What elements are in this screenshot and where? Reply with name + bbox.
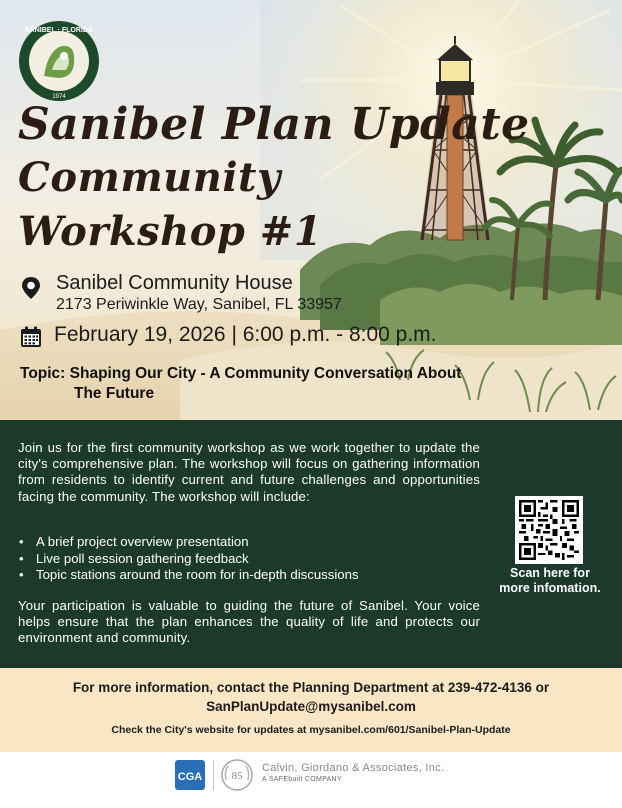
badge-text: 85 xyxy=(231,770,243,782)
agenda-item-1: A brief project overview presentation xyxy=(36,534,249,549)
85-years-badge-icon xyxy=(220,758,254,792)
page-title xyxy=(18,98,530,260)
agenda-item-3: Topic stations around the room for in-depth discussions xyxy=(36,567,359,582)
list-item: • Topic stations around the room for in-depth discussions xyxy=(19,567,359,582)
title-line-1: Sanibel Plan Update xyxy=(18,99,530,150)
event-date-time: February 19, 2026 | 6:00 p.m. - 8:00 p.m. xyxy=(54,323,437,346)
calendar-icon xyxy=(20,326,42,348)
contact-line-1: For more information, contact the Planning Department at 239-472-4136 or xyxy=(72,680,550,695)
cga-company-logo xyxy=(175,760,205,790)
topic-line-1: Topic: Shaping Our City - A Community Conversation About xyxy=(20,365,462,382)
intro-paragraph: Join us for the first community workshop as we work together to update the city's comprehensive plan. The workshop will focus on gathering information from residents to identify current and future challenges and opportunities facing the community. The workshop will include: xyxy=(18,440,480,504)
agenda-item-2: Live poll session gathering feedback xyxy=(36,550,249,566)
contact-info xyxy=(0,678,622,716)
details-section xyxy=(0,420,622,668)
outro-paragraph: Your participation is valuable to guiding the future of Sanibel. Your voice helps ensure that the plan enhances the quality of life and protects our environment and community. xyxy=(18,598,480,646)
seal-text-right: FLORIDA xyxy=(61,27,93,34)
website-note[interactable]: Check the City's website for updates at mysanibel.com/601/Sanibel-Plan-Update xyxy=(111,724,511,736)
location-address: 2173 Periwinkle Way, Sanibel, FL 33957 xyxy=(56,296,342,313)
workshop-agenda-list xyxy=(18,534,488,584)
contact-email-link[interactable]: SanPlanUpdate@mysanibel.com xyxy=(206,699,416,714)
title-line-2: Community xyxy=(18,154,281,201)
seal-year: 1974 xyxy=(52,94,66,100)
title-line-3: Workshop #1 xyxy=(18,208,323,255)
qr-caption-line-2: more infomation. xyxy=(499,581,601,595)
qr-caption xyxy=(490,566,610,596)
seal-text-left: SANIBEL xyxy=(25,27,56,34)
qr-code[interactable] xyxy=(515,496,583,564)
footer xyxy=(0,752,622,808)
footer-divider xyxy=(213,760,214,790)
topic-line-2: The Future xyxy=(74,385,155,402)
company-name: Calvin, Giordano & Associates, Inc. xyxy=(262,762,445,774)
qr-caption-line-1: Scan here for xyxy=(510,566,590,580)
city-of-sanibel-seal-logo xyxy=(18,20,100,102)
list-item: • Live poll session gathering feedback xyxy=(19,550,249,566)
qr-code-icon xyxy=(519,500,579,560)
map-pin-icon xyxy=(20,276,42,300)
company-subtitle: A SAFEbuilt COMPANY xyxy=(262,776,342,783)
topic-heading xyxy=(20,364,540,404)
svg-text:SANIBEL · FLORIDA: SANIBEL · FLORIDA xyxy=(25,27,93,34)
contact-section xyxy=(0,668,622,752)
list-item: • A brief project overview presentation xyxy=(19,534,249,549)
cga-logo-text: CGA xyxy=(177,771,203,783)
location-name: Sanibel Community House xyxy=(56,272,293,294)
